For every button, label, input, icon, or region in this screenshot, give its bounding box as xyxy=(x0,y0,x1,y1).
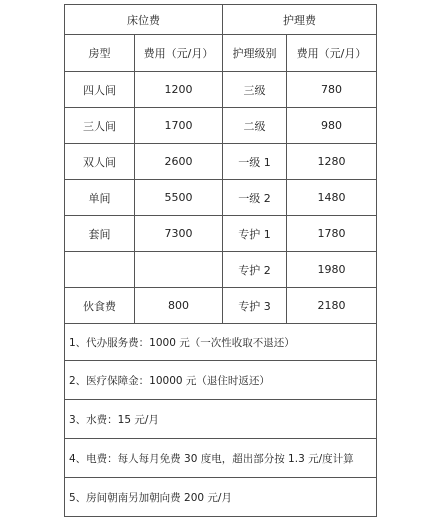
care-cost-cell: 1280 xyxy=(287,144,377,180)
care-cost-cell: 1480 xyxy=(287,180,377,216)
care-level-cell: 专护 2 xyxy=(223,252,287,288)
room-cost-header: 费用（元/月） xyxy=(135,35,223,72)
room-cost-cell: 800 xyxy=(135,288,223,324)
room-cost-cell: 1200 xyxy=(135,72,223,108)
note-medical-deposit: 2、医疗保障金：10000 元（退住时返还） xyxy=(65,361,377,400)
table-row xyxy=(65,180,377,216)
care-level-cell: 一级 2 xyxy=(223,180,287,216)
care-cost-cell: 1780 xyxy=(287,216,377,252)
care-cost-cell: 980 xyxy=(287,108,377,144)
table-subheader-row xyxy=(65,35,377,72)
note-row xyxy=(65,439,377,478)
room-type-cell: 套间 xyxy=(65,216,135,252)
note-electricity-fee: 4、电费：每人每月免费 30 度电，超出部分按 1.3 元/度计算 xyxy=(65,439,377,478)
note-service-fee: 1、代办服务费：1000 元（一次性收取不退还） xyxy=(65,324,377,361)
room-cost-cell xyxy=(135,252,223,288)
table-row xyxy=(65,288,377,324)
table-row xyxy=(65,72,377,108)
care-fee-header: 护理费 xyxy=(223,5,377,35)
care-level-cell: 专护 3 xyxy=(223,288,287,324)
room-cost-cell: 7300 xyxy=(135,216,223,252)
note-row xyxy=(65,361,377,400)
room-type-cell: 伙食费 xyxy=(65,288,135,324)
care-level-cell: 三级 xyxy=(223,72,287,108)
care-level-cell: 二级 xyxy=(223,108,287,144)
care-cost-cell: 780 xyxy=(287,72,377,108)
room-type-header: 房型 xyxy=(65,35,135,72)
table-row xyxy=(65,216,377,252)
fee-table xyxy=(64,4,377,517)
room-type-cell: 四人间 xyxy=(65,72,135,108)
bed-fee-header: 床位费 xyxy=(65,5,223,35)
room-cost-cell: 2600 xyxy=(135,144,223,180)
note-row xyxy=(65,400,377,439)
care-cost-header: 费用（元/月） xyxy=(287,35,377,72)
room-type-cell: 单间 xyxy=(65,180,135,216)
note-water-fee: 3、水费：15 元/月 xyxy=(65,400,377,439)
note-row xyxy=(65,478,377,517)
room-type-cell xyxy=(65,252,135,288)
note-orientation-fee: 5、房间朝南另加朝向费 200 元/月 xyxy=(65,478,377,517)
table-header-row xyxy=(65,5,377,35)
room-type-cell: 双人间 xyxy=(65,144,135,180)
table-row xyxy=(65,252,377,288)
care-level-cell: 一级 1 xyxy=(223,144,287,180)
care-level-header: 护理级别 xyxy=(223,35,287,72)
room-cost-cell: 1700 xyxy=(135,108,223,144)
care-cost-cell: 1980 xyxy=(287,252,377,288)
note-row xyxy=(65,324,377,361)
care-cost-cell: 2180 xyxy=(287,288,377,324)
table-row xyxy=(65,144,377,180)
care-level-cell: 专护 1 xyxy=(223,216,287,252)
room-cost-cell: 5500 xyxy=(135,180,223,216)
table-row xyxy=(65,108,377,144)
room-type-cell: 三人间 xyxy=(65,108,135,144)
